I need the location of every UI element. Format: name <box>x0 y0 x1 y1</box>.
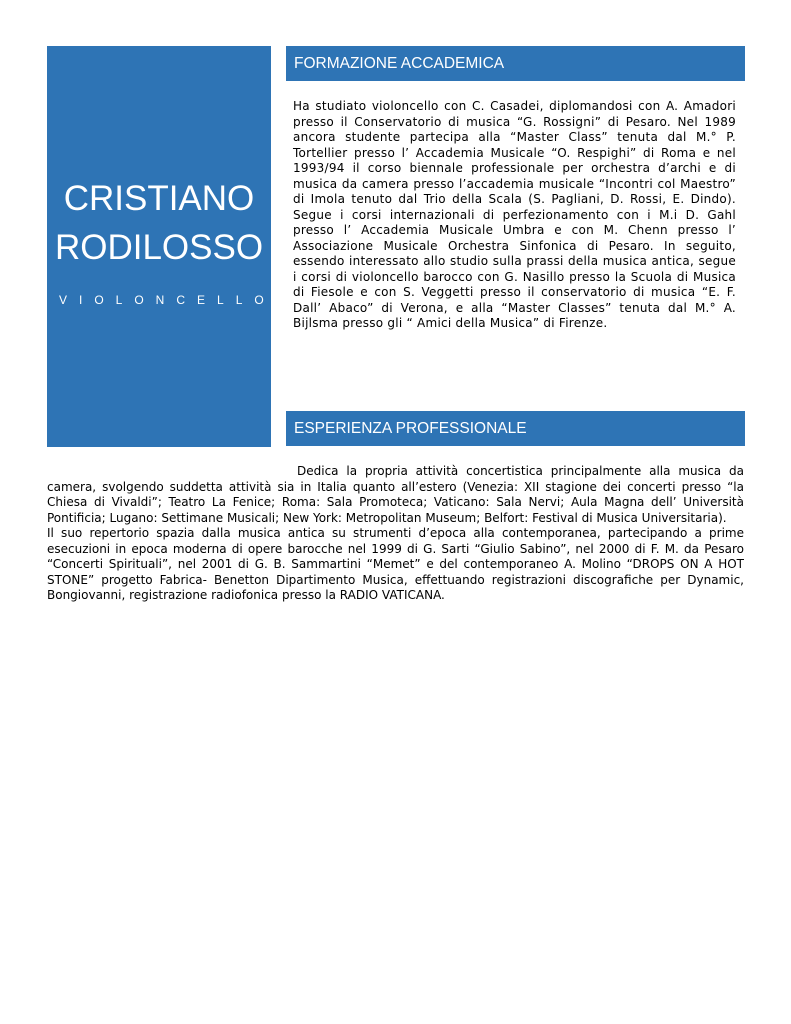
esperienza-paragraph-1: Dedica la propria attività concertistica principalmente alla musica da camera, svolgendo suddetta attività sia in Italia quanto all’estero (Venezia: XII stagione dei concerti presso “la Chiesa di Vivaldi”; Teatro La Fenice; Roma: Sala Promoteca; Vaticano: Sala Nervi; Aula Magna dell’ Università Pontificia; Lugano: Settimane Musicali; New York: Metropolitan Museum; Belfort: Festival di Musica Universitaria). <box>47 464 744 525</box>
role-label: VIOLONCELLO <box>59 293 276 307</box>
last-name: RODILOSSO <box>54 228 264 267</box>
first-name: CRISTIANO <box>63 179 255 218</box>
person-name <box>47 174 271 272</box>
esperienza-text <box>47 464 744 604</box>
esperienza-paragraph-2: Il suo repertorio spazia dalla musica antica su strumenti d’epoca alla contemporanea, partecipando a prime esecuzioni in epoca moderna di opere barocche nel 1999 di G. Sarti “Giulio Sabino”, nel 2000 di F. M. da Pesaro “Concerti Spirituali”, nel 2001 di G. B. Sammartini “Memet” e del contemporaneo A. Molino “DROPS ON A HOT STONE” progetto Fabrica- Benetton Dipartimento Musica, effettuando registrazioni discografiche per Dynamic, Bongiovanni, registrazione radiofonica presso la RADIO VATICANA. <box>47 526 744 602</box>
esperienza-heading: ESPERIENZA PROFESSIONALE <box>286 411 745 446</box>
formazione-heading: FORMAZIONE ACCADEMICA <box>286 46 745 81</box>
formazione-text: Ha studiato violoncello con C. Casadei, diplomandosi con A. Amadori presso il Conservatorio di musica “G. Rossigni” di Pesaro. Nel 1989 ancora studente partecipa alla “Master Class” tenuta dal M.° P. Tortellier presso l’ Accademia Musicale “O. Respighi” di Roma e nel 1993/94 il corso biennale professionale per orchestra d’archi e di musica da camera presso l’accademia musicale “Incontri col Maestro” di Imola tenuto dal Trio della Scala (S. Pagliani, D. Rossi, E. Dindo). Segue i corsi internazionali di perfezionamento con i M.i D. Gahl presso l’ Accademia Musicale Umbra e con M. Chenn presso l’ Associazione Musicale Orchestra Sinfonica di Pesaro. In seguito, essendo interessato allo studio sulla prassi della musica antica, segue i corsi di violoncello barocco con G. Nasillo presso la Scuola di Musica di Fiesole e con S. Veggetti presso il conservatorio di musica “E. F. Dall’ Abaco” di Verona, e alla “Master Classes” tenuta dal M.° A. Bijlsma presso gli “ Amici della Musica” di Firenze. <box>293 99 736 330</box>
name-sidebar <box>47 46 276 447</box>
